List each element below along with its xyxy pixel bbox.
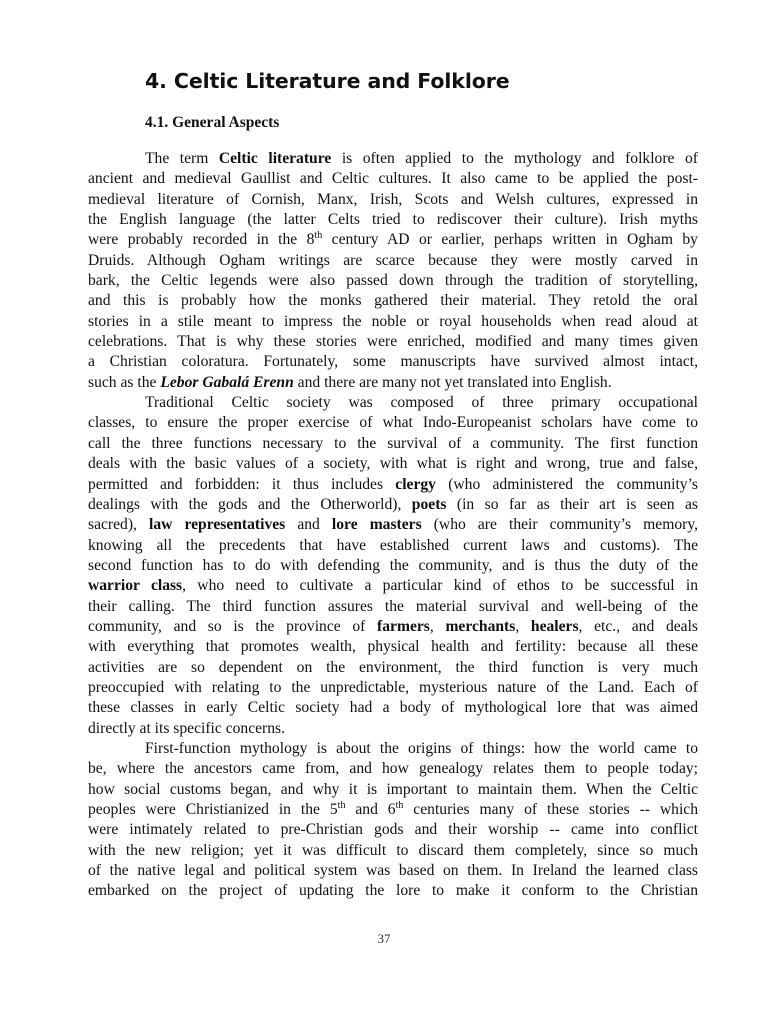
- text-line: [88, 149, 698, 169]
- text-run: classes, to ensure the proper exercise of what Indo-Europeanist scholars have come to: [88, 414, 698, 432]
- text-run: ,: [515, 617, 531, 635]
- text-line: [88, 739, 698, 759]
- text-run: Traditional Celtic society was composed of three primary occupational: [145, 394, 698, 412]
- emphasized-term: Celtic literature: [218, 150, 332, 167]
- text-run: Druids. Although Ogham writings are scarce because they were mostly carved in: [88, 251, 698, 269]
- superscript: th: [314, 230, 323, 242]
- chapter-title: 4. Celtic Literature and Folklore: [145, 69, 510, 93]
- text-run: sacred),: [88, 516, 149, 534]
- text-run: the English language (the latter Celts tried to rediscover their culture). Irish myths: [88, 211, 698, 229]
- body-text: [88, 149, 698, 902]
- text-run: First-function mythology is about the origins of things: how the world came to: [145, 739, 698, 757]
- text-run: how social customs began, and why it is important to maintain them. When the Celtic: [88, 780, 698, 798]
- text-line: [88, 190, 698, 210]
- text-run: embarked on the project of updating the lore to make it conform to the Christian: [88, 882, 698, 900]
- text-line: [88, 291, 698, 311]
- emphasized-term: merchants: [445, 617, 516, 635]
- text-line: [88, 210, 698, 230]
- emphasized-term: law representatives: [149, 516, 286, 534]
- emphasized-term: lore masters: [331, 516, 422, 534]
- emphasized-term: Lebor Gabalá Erenn: [160, 373, 294, 391]
- text-run: and there are many not yet translated into English.: [293, 373, 612, 391]
- text-line: [88, 515, 698, 535]
- text-line: [88, 332, 698, 352]
- text-line: [88, 576, 698, 596]
- text-line: [88, 169, 698, 189]
- text-line: [88, 800, 698, 820]
- text-run: medieval literature of Cornish, Manx, Irish, Scots and Welsh cultures, expressed in: [88, 190, 698, 208]
- paragraph: [88, 149, 698, 393]
- text-run: their calling. The third function assures the material survival and well-being of the: [88, 597, 698, 615]
- text-run: (who administered the community’s: [435, 475, 699, 493]
- emphasized-term: warrior class: [88, 577, 183, 595]
- text-line: [88, 536, 698, 556]
- section-title: 4.1. General Aspects: [145, 114, 280, 131]
- emphasized-term: healers: [530, 617, 579, 635]
- text-run: activities are so dependent on the environment, the third function is very much: [88, 658, 698, 676]
- text-run: with the new religion; yet it was difficult to discard them completely, since so much: [88, 841, 698, 859]
- text-run: these classes in early Celtic society had a body of mythological lore that was aimed: [88, 699, 698, 717]
- text-run: community, and so is the province of: [88, 617, 378, 635]
- text-run: and this is probably how the monks gathered their material. They retold the oral: [88, 292, 698, 310]
- text-line: [88, 719, 698, 739]
- text-line: [88, 861, 698, 881]
- text-run: dealings with the gods and the Otherworld),: [88, 495, 412, 513]
- paragraph: [88, 739, 698, 902]
- text-line: [88, 597, 698, 617]
- text-run: call the three functions necessary to the survival of a community. The first function: [88, 434, 698, 452]
- text-line: [88, 352, 698, 372]
- text-run: were intimately related to pre-Christian gods and their worship -- came into conflict: [88, 821, 698, 839]
- text-run: , etc., and deals: [578, 617, 698, 635]
- text-run: preoccupied with relating to the unpredictable, mysterious nature of the Land. Each of: [88, 678, 698, 696]
- text-run: ancient and medieval Gaullist and Celtic cultures. It also came to be applied the post-: [88, 170, 698, 188]
- text-line: [88, 454, 698, 474]
- text-run: (who are their community’s memory,: [421, 516, 699, 534]
- text-line: [88, 373, 698, 393]
- text-line: [88, 759, 698, 779]
- text-line: [88, 312, 698, 332]
- text-line: [88, 637, 698, 657]
- text-run: permitted and forbidden: it thus includes: [88, 475, 396, 493]
- text-line: [88, 271, 698, 291]
- paragraph: [88, 393, 698, 739]
- text-run: and: [285, 516, 332, 534]
- text-line: [88, 495, 698, 515]
- superscript: th: [337, 800, 346, 811]
- text-run: be, where the ancestors came from, and how genealogy relates them to people today;: [88, 760, 698, 778]
- text-run: of the native legal and political system was based on them. In Ireland the learned class: [88, 862, 698, 880]
- text-run: bark, the Celtic legends were also passed down through the tradition of storytelling,: [88, 272, 698, 290]
- text-line: [88, 698, 698, 718]
- text-run: celebrations. That is why these stories were enriched, modified and many times given: [88, 333, 698, 351]
- text-line: [88, 881, 698, 901]
- text-run: ,: [429, 617, 446, 635]
- text-run: centuries many of these stories -- which: [403, 801, 699, 818]
- text-line: [88, 434, 698, 454]
- text-run: deals with the basic values of a society, with what is right and wrong, true and false,: [88, 455, 698, 473]
- text-run: peoples were Christianized in the 5: [88, 801, 338, 818]
- text-line: [88, 780, 698, 800]
- text-run: is often applied to the mythology and folklore of: [331, 150, 698, 167]
- page-number: 37: [377, 931, 391, 946]
- text-line: [88, 617, 698, 637]
- text-run: century AD or earlier, perhaps written in Ogham by: [322, 231, 698, 249]
- text-run: stories in a stile meant to impress the noble or royal households when read aloud at: [88, 312, 698, 330]
- text-line: [88, 841, 698, 861]
- text-run: and 6: [345, 801, 396, 818]
- text-run: (in so far as their art is seen as: [446, 495, 698, 513]
- text-line: [88, 475, 698, 495]
- text-line: [88, 678, 698, 698]
- text-run: directly at its specific concerns.: [88, 719, 286, 737]
- text-run: second function has to do with defending the community, and is thus the duty of the: [88, 556, 698, 574]
- text-line: [88, 251, 698, 271]
- text-line: [88, 413, 698, 433]
- text-line: [88, 820, 698, 840]
- text-run: such as the: [88, 373, 161, 391]
- text-run: with everything that promotes wealth, physical health and fertility: because all these: [88, 638, 698, 656]
- text-run: , who need to cultivate a particular kind of ethos to be successful in: [182, 577, 698, 595]
- text-run: a Christian coloratura. Fortunately, some manuscripts have survived almost intact,: [88, 353, 698, 371]
- document-page: [88, 66, 698, 902]
- text-line: [88, 393, 698, 413]
- superscript: th: [395, 800, 404, 811]
- emphasized-term: farmers: [377, 617, 430, 635]
- emphasized-term: poets: [411, 495, 447, 513]
- emphasized-term: clergy: [395, 475, 436, 493]
- text-run: The term: [145, 150, 219, 167]
- text-line: [88, 556, 698, 576]
- text-run: knowing all the precedents that have established current laws and customs). The: [88, 536, 698, 554]
- text-run: were probably recorded in the 8: [88, 231, 315, 249]
- text-line: [88, 658, 698, 678]
- text-line: [88, 230, 698, 250]
